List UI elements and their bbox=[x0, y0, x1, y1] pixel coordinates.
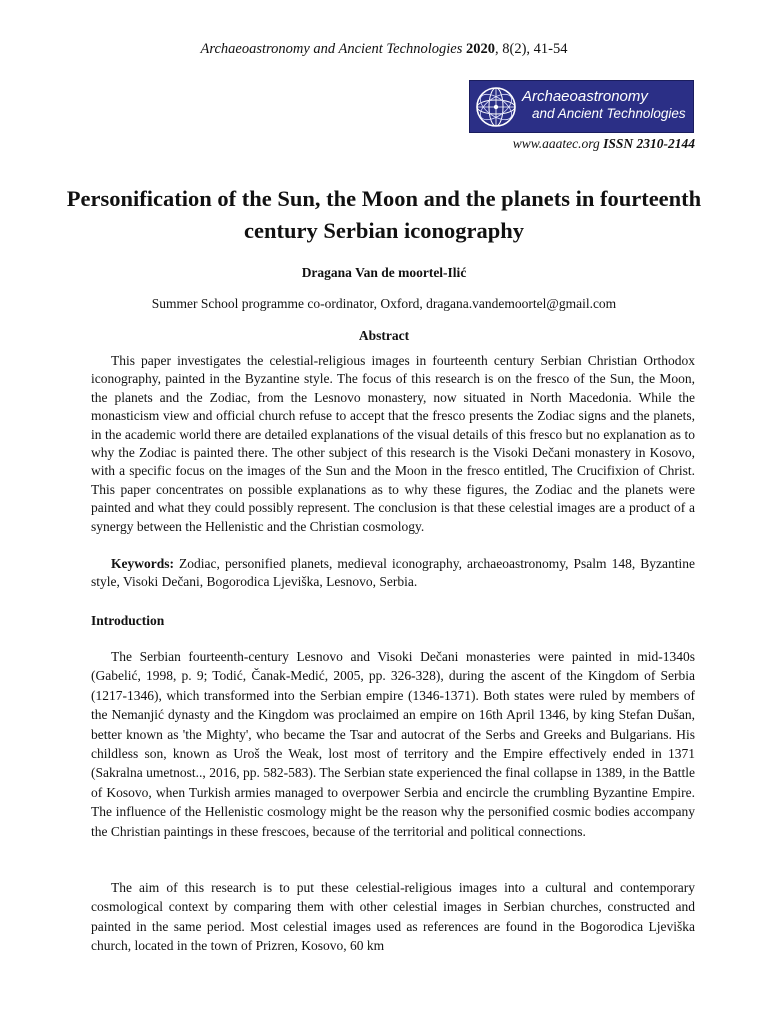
keywords bbox=[91, 555, 695, 592]
logo-line-2: and Ancient Technologies bbox=[532, 106, 686, 121]
keywords-label: Keywords: bbox=[111, 556, 174, 571]
author-name: Dragana Van de moortel-Ilić bbox=[301, 265, 467, 280]
abstract-heading: Abstract bbox=[358, 328, 410, 343]
armillary-sphere-icon bbox=[474, 84, 518, 130]
journal-name: Archaeoastronomy and Ancient Technologies bbox=[200, 41, 463, 57]
paper-title: Personification of the Sun, the Moon and the planets in fourteenth century Serbian iconography bbox=[66, 186, 702, 243]
journal-citation bbox=[0, 41, 768, 58]
introduction-paragraph-2: The aim of this research is to put these celestial-religious images into a cultural and contemporary cosmological context by comparing them with other celestial images in Serbian churches, constructed and painted in the same period. Most celestial images used as references are found in the Bogorodica Ljeviška church, located in the town of Prizren, Kosovo, 60 km bbox=[91, 880, 695, 954]
journal-volume: , 8(2), 41-54 bbox=[495, 41, 568, 57]
abstract-text: This paper investigates the celestial-religious images in fourteenth century Serbian Christian Orthodox iconography, painted in the Byzantine style. The focus of this research is on the fresco of the Sun, the Moon, the planets and the Zodiac, from the Lesnovo monastery, now situated in North Macedonia. While the monasticism view and official church refuse to accept that the fresco presents the Zodiac signs and the planets, in the academic world there are detailed explanations of the visual details of this fresco but no explanation as to why the Zodiac is painted there. The other subject of this research is the Visoki Dečani monastery in Kosovo, with a specific focus on the images of the Sun and the Moon in the fresco entitled, The Crucifixion of Christ. This paper concentrates on possible explanations as to why these figures, the Zodiac and the planets were painted and what they could possibly represent. The conclusion is that these celestial images are a product of a synergy between the Hellenistic and the Christian cosmology. bbox=[91, 353, 695, 534]
logo-line-1: Archaeoastronomy bbox=[522, 88, 648, 105]
logo-text bbox=[522, 88, 686, 122]
website-link[interactable]: www.aaatec.org bbox=[512, 136, 600, 151]
keywords-text: Zodiac, personified planets, medieval iconography, archaeoastronomy, Psalm 148, Byzantine style, Visoki Dečani, Bogorodica Ljeviška, Lesnovo, Serbia. bbox=[91, 556, 695, 590]
journal-logo bbox=[469, 80, 694, 133]
journal-year: 2020 bbox=[466, 41, 496, 57]
section-heading-introduction: Introduction bbox=[91, 613, 165, 628]
issn: ISSN 2310-2144 bbox=[603, 136, 695, 151]
introduction-paragraph-1: The Serbian fourteenth-century Lesnovo and Visoki Dečani monasteries were painted in mid-1340s (Gabelić, 1998, p. 9; Todić, Čanak-Medić, 2005, pp. 326-328), during the ascent of the Kingdom of Serbia (1217-1346), which transformed into the Serbian empire (1346-1371). Both states were ruled by members of the Nemanjić dynasty and the Kingdom was proclaimed an empire on 16th April 1346, by king Stefan Dušan, better known as 'the Mighty', who became the Tsar and autocrat of the Serbs and Greeks and Bulgarians. His childless son, known as Uroš the Weak, lost most of territory and the Empire effectively ended in 1371 (Sakralna umetnost.., 2016, pp. 582-583). The Serbian state experienced the final collapse in 1389, in the Battle of Kosovo, when Turkish armies managed to overpower Serbia and encircle the crumbling Byzantine Empire. The influence of the Hellenistic cosmology might be the reason why the personified cosmic bodies accompany the Christian paintings in these frescoes, because of the territorial and political connections. bbox=[91, 649, 695, 839]
journal-web-issn bbox=[513, 136, 695, 152]
author-affiliation: Summer School programme co-ordinator, Oxford, dragana.vandemoortel@gmail.com bbox=[151, 296, 617, 311]
